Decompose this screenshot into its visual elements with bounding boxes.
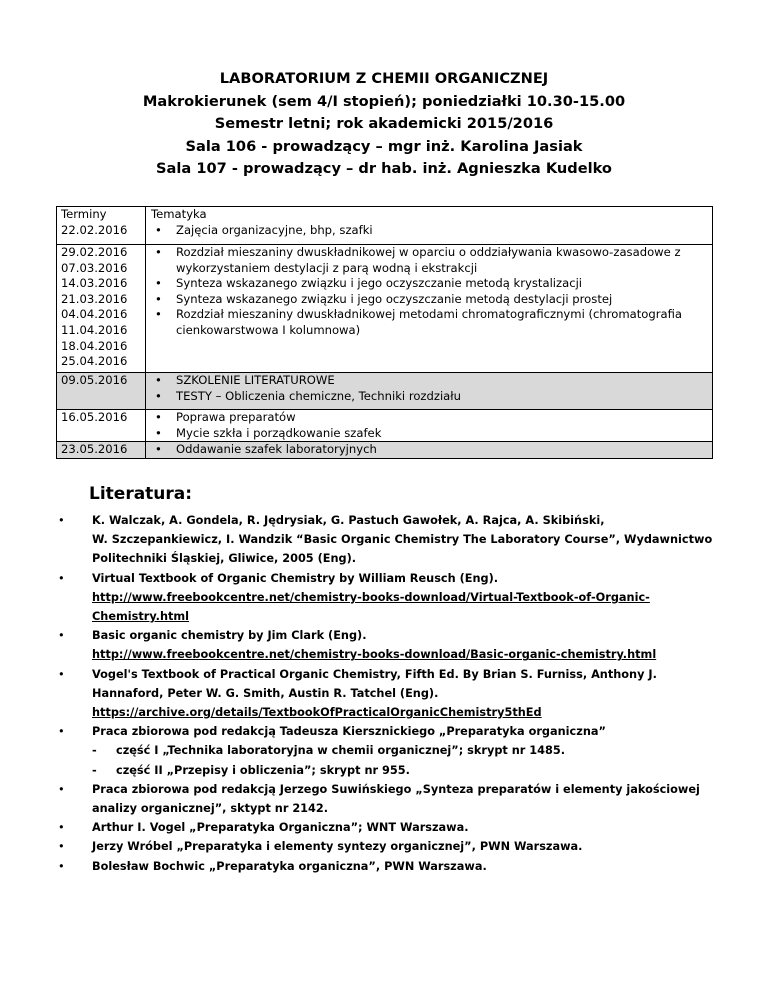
reference-line: • Jerzy Wróbel „Preparatyka i elementy syntezy organicznej”, PWN Warszawa.: [92, 840, 583, 854]
date: 04.04.2016: [61, 307, 128, 322]
dates-cell: [57, 245, 146, 373]
reference-link[interactable]: Chemistry.html: [92, 610, 190, 624]
topic-item: • Zajęcia organizacyjne, bhp, szafki: [151, 223, 712, 239]
reference-line: analizy organicznej”, sktypt nr 2142.: [92, 802, 329, 816]
reference-link[interactable]: http://www.freebookcentre.net/chemistry-books-download/Virtual-Textbook-of-Organic-: [92, 590, 650, 604]
date: 09.05.2016: [61, 373, 128, 387]
topic-item: • SZKOLENIE LITERATUROWE: [151, 373, 712, 389]
topics-cell: [146, 373, 713, 410]
reference-line: • Praca zbiorowa pod redakcją Jerzego Suwińskiego „Synteza preparatów i elementy jakościowej: [92, 782, 700, 796]
reference-line: • Virtual Textbook of Organic Chemistry by William Reusch (Eng).: [92, 571, 499, 585]
dates-cell: [57, 373, 146, 410]
date: 16.05.2016: [61, 410, 128, 424]
date: 14.03.2016: [61, 276, 128, 291]
list-item: [56, 837, 726, 856]
topics-column-header: Tematyka: [151, 207, 207, 221]
literature-list: [56, 511, 726, 876]
reference-line: • Basic organic chemistry by Jim Clark (Eng).: [92, 629, 367, 643]
list-item: [56, 722, 726, 780]
schedule-table: [56, 206, 713, 459]
list-item: [56, 569, 726, 627]
list-item: [56, 780, 726, 818]
topic-item: • Synteza wskazanego związku i jego oczyszczanie metodą krystalizacji: [151, 276, 712, 292]
topics-cell: [146, 442, 713, 459]
topic-item: • Rozdział mieszaniny dwuskładnikowej metodami chromatograficznymi (chromatografia cienkowarstwowa I kolumnowa): [151, 307, 712, 338]
date: 22.02.2016: [61, 222, 128, 237]
header-semester: Semestr letni; rok akademicki 2015/2016: [214, 115, 554, 132]
date: 07.03.2016: [61, 260, 128, 275]
dates-column-header: Terminy: [61, 207, 107, 221]
header-room-106: Sala 106 - prowadzący – mgr inż. Karolina Jasiak: [185, 137, 583, 155]
dates-cell: [57, 442, 146, 459]
table-row: [57, 207, 713, 245]
topic-item: • TESTY – Obliczenia chemiczne, Techniki rozdziału: [151, 389, 712, 405]
topics-cell: [146, 207, 713, 245]
table-row: [57, 410, 713, 442]
date: 18.04.2016: [61, 338, 128, 353]
dates-cell: [57, 410, 146, 442]
topic-item: • Rozdział mieszaniny dwuskładnikowej w oparciu o oddziaływania kwasowo-zasadowe z wykorzystaniem destylacji z parą wodną i ekstrakcji: [151, 245, 712, 276]
header-room-107: Sala 107 - prowadzący – dr hab. inż. Agnieszka Kudelko: [156, 160, 612, 177]
reference-link[interactable]: https://archive.org/details/TextbookOfPracticalOrganicChemistry5thEd: [92, 706, 542, 720]
list-item: [56, 665, 726, 723]
topic-item: • Poprawa preparatów: [151, 410, 712, 426]
reference-line: • K. Walczak, A. Gondela, R. Jędrysiak, G. Pastuch Gawołek, A. Rajca, A. Skibiński,: [92, 514, 605, 527]
reference-line: • Vogel's Textbook of Practical Organic Chemistry, Fifth Ed. By Brian S. Furniss, Anthony J.: [92, 667, 657, 681]
table-row: [57, 373, 713, 410]
topic-item: • Oddawanie szafek laboratoryjnych: [151, 442, 712, 458]
header-course: Makrokierunek (sem 4/I stopień); poniedziałki 10.30-15.00: [142, 92, 626, 110]
date: 23.05.2016: [61, 442, 128, 457]
topic-item: • Synteza wskazanego związku i jego oczyszczanie metodą destylacji prostej: [151, 292, 712, 308]
list-item: [56, 857, 726, 876]
reference-line: Politechniki Śląskiej, Gliwice, 2005 (Eng).: [92, 552, 357, 566]
date: 11.04.2016: [61, 322, 128, 337]
reference-line: • Arthur I. Vogel „Preparatyka Organiczna”; WNT Warszawa.: [92, 821, 469, 835]
date: 29.02.2016: [61, 245, 128, 259]
dates-cell: [57, 207, 146, 245]
table-row: [57, 245, 713, 373]
reference-subitem: - część II „Przepisy i obliczenia”; skrypt nr 955.: [92, 761, 726, 780]
reference-line: • Bolesław Bochwic „Preparatyka organiczna”, PWN Warszawa.: [92, 859, 487, 873]
document-header: [0, 68, 768, 181]
reference-line: Hannaford, Peter W. G. Smith, Austin R. Tatchel (Eng).: [92, 686, 439, 700]
date: 21.03.2016: [61, 291, 128, 306]
date: 25.04.2016: [61, 354, 128, 369]
reference-subitem: - część I „Technika laboratoryjna w chemii organicznej”; skrypt nr 1485.: [92, 741, 726, 760]
list-item: [56, 818, 726, 837]
header-title: LABORATORIUM Z CHEMII ORGANICZNEJ: [219, 70, 549, 87]
reference-link[interactable]: http://www.freebookcentre.net/chemistry-books-download/Basic-organic-chemistry.html: [92, 648, 657, 662]
reference-line: W. Szczepankiewicz, I. Wandzik “Basic Organic Chemistry The Laboratory Course”, Wydawnictwo: [92, 533, 713, 547]
reference-line: • Praca zbiorowa pod redakcją Tadeusza Kiersznickiego „Preparatyka organiczna”: [92, 725, 606, 739]
literature-heading: Literatura:: [89, 484, 193, 504]
topic-item: • Mycie szkła i porządkowanie szafek: [151, 426, 712, 442]
list-item: [56, 626, 726, 664]
topics-cell: [146, 245, 713, 373]
topics-cell: [146, 410, 713, 442]
list-item: [56, 511, 726, 569]
table-row: [57, 442, 713, 459]
